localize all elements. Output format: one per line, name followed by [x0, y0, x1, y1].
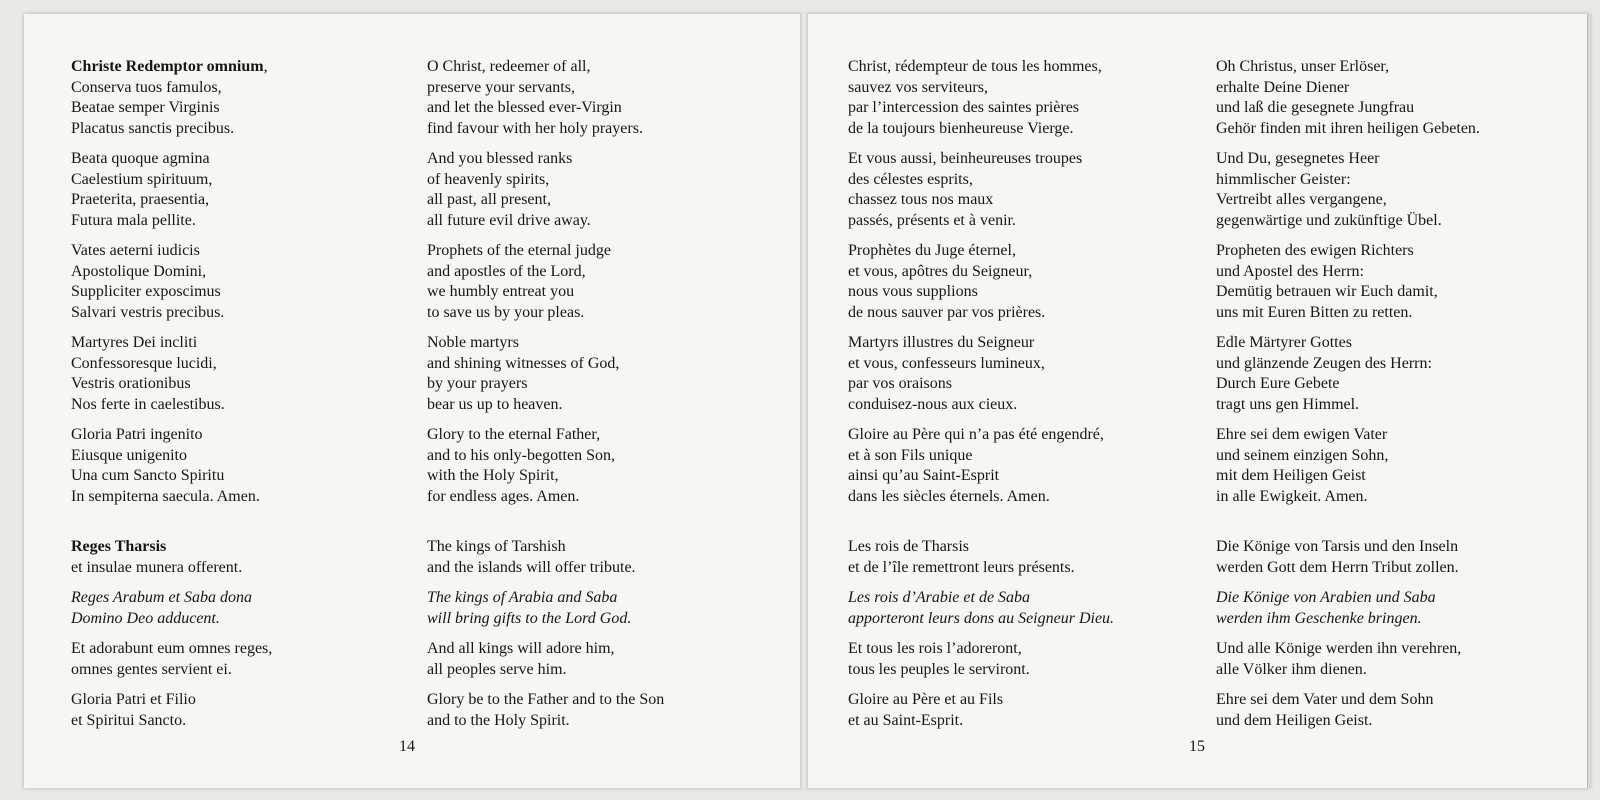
verse-line: Prophètes du Juge éternel,: [848, 242, 1016, 259]
verse-line: Demütig betrauen wir Euch damit,: [1216, 283, 1438, 300]
verse-line: Nos ferte in caelestibus.: [71, 395, 225, 413]
verse-line: omnes gentes servient ei.: [71, 660, 232, 678]
verse-line-italic: Domino Deo adducent.: [71, 609, 220, 627]
verse-line: Caelestium spirituum,: [71, 170, 213, 188]
verse-line: to save us by your pleas.: [427, 303, 585, 321]
verse-line: with the Holy Spirit,: [427, 467, 559, 484]
latin-antiphon-title: Reges Tharsis: [71, 538, 167, 555]
verse-line: und Apostel des Herrn:: [1216, 262, 1364, 280]
verse-line: erhalte Deine Diener: [1216, 78, 1350, 96]
verse-line: de la toujours bienheureuse Vierge.: [848, 119, 1074, 137]
verse-line-italic: will bring gifts to the Lord God.: [427, 609, 632, 627]
verse-line: Und alle Könige werden ihn verehren,: [1216, 640, 1462, 657]
latin-hymn-title: Christe Redemptor omnium: [71, 58, 264, 75]
verse-line: Martyrs illustres du Seigneur: [848, 334, 1035, 351]
verse-line: Prophets of the eternal judge: [427, 242, 611, 259]
verse-line: for endless ages. Amen.: [427, 487, 580, 505]
german-stanza: [1216, 149, 1576, 231]
verse-line: Salvari vestris precibus.: [71, 303, 225, 321]
verse-line: Edle Märtyrer Gottes: [1216, 334, 1352, 351]
verse-line: Glory be to the Father and to the Son: [427, 691, 665, 708]
verse-line: conduisez-nous aux cieux.: [848, 395, 1018, 413]
verse-line: Christ, rédempteur de tous les hommes,: [848, 58, 1102, 75]
verse-line: dans les siècles éternels. Amen.: [848, 487, 1050, 505]
verse-line: in alle Ewigkeit. Amen.: [1216, 487, 1368, 505]
verse-line: uns mit Euren Bitten zu retten.: [1216, 303, 1413, 321]
verse-line: tragt uns gen Himmel.: [1216, 395, 1360, 413]
english-stanza: [427, 425, 787, 507]
french-stanza: [848, 639, 1208, 680]
verse-line: Confessoresque lucidi,: [71, 354, 217, 372]
latin-stanza: [71, 537, 431, 578]
latin-stanza: [71, 241, 431, 323]
german-stanza: [1216, 537, 1576, 578]
verse-line: chassez tous nos maux: [848, 191, 994, 208]
verse-line: Apostolique Domini,: [71, 262, 207, 280]
verse-line: Et adorabunt eum omnes reges,: [71, 640, 273, 657]
verse-line: Vates aeterni iudicis: [71, 242, 200, 259]
verse-line: et à son Fils unique: [848, 446, 973, 464]
german-stanza: [1216, 425, 1576, 507]
french-stanza: [848, 241, 1208, 323]
verse-line: des célestes esprits,: [848, 170, 973, 188]
verse-line: of heavenly spirits,: [427, 170, 550, 188]
verse-line: all peoples serve him.: [427, 660, 567, 678]
french-stanza: [848, 690, 1208, 731]
english-stanza: [427, 588, 787, 629]
english-column: [427, 57, 787, 741]
verse-line: O Christ, redeemer of all,: [427, 58, 591, 75]
verse-line: und laß die gesegnete Jungfrau: [1216, 99, 1415, 116]
verse-line: et vous, confesseurs lumineux,: [848, 354, 1045, 372]
verse-line: und seinem einzigen Sohn,: [1216, 446, 1389, 464]
verse-line-italic: Die Könige von Arabien und Saba: [1216, 589, 1436, 606]
latin-stanza: [71, 149, 431, 231]
english-stanza: [427, 241, 787, 323]
verse-line: Oh Christus, unser Erlöser,: [1216, 58, 1390, 75]
german-stanza: [1216, 57, 1576, 139]
page-number-right: 15: [1189, 738, 1205, 755]
verse-line: Praeterita, praesentia,: [71, 191, 210, 208]
verse-line: und glänzende Zeugen des Herrn:: [1216, 354, 1432, 372]
latin-stanza: [71, 425, 431, 507]
verse-line: Suppliciter exposcimus: [71, 283, 221, 300]
german-stanza: [1216, 639, 1576, 680]
verse-line: Una cum Sancto Spiritu: [71, 467, 225, 484]
latin-stanza: [71, 333, 431, 415]
verse-line: And you blessed ranks: [427, 150, 573, 167]
page-edge: [1587, 14, 1592, 788]
french-stanza: [848, 537, 1208, 578]
latin-column: [71, 57, 431, 741]
german-column: [1216, 57, 1576, 741]
verse-line: ainsi qu’au Saint-Esprit: [848, 467, 1000, 484]
verse-line-italic: werden ihm Geschenke bringen.: [1216, 609, 1422, 627]
verse-line: Gehör finden mit ihren heiligen Gebeten.: [1216, 119, 1480, 137]
verse-line: Propheten des ewigen Richters: [1216, 242, 1414, 259]
verse-line: et de l’île remettront leurs présents.: [848, 558, 1075, 576]
verse-line: et vous, apôtres du Seigneur,: [848, 262, 1033, 280]
verse-line: Les rois de Tharsis: [848, 538, 970, 555]
verse-line: Et tous les rois l’adoreront,: [848, 640, 1022, 657]
verse-line: et insulae munera offerent.: [71, 558, 243, 576]
verse-line: himmlischer Geister:: [1216, 170, 1351, 188]
verse-line: Ehre sei dem Vater und dem Sohn: [1216, 691, 1434, 708]
verse-line: Durch Eure Gebete: [1216, 375, 1340, 392]
verse-line: and the islands will offer tribute.: [427, 558, 636, 576]
verse-line-italic: Les rois d’Arabie et de Saba: [848, 589, 1031, 606]
verse-line: Und Du, gesegnetes Heer: [1216, 150, 1380, 167]
verse-line: Futura mala pellite.: [71, 211, 196, 229]
verse-line: par l’intercession des saintes prières: [848, 99, 1080, 116]
verse-line: and to his only-begotten Son,: [427, 446, 615, 464]
verse-line-italic: Reges Arabum et Saba dona: [71, 589, 253, 606]
verse-line: In sempiterna saecula. Amen.: [71, 487, 260, 505]
verse-line: we humbly entreat you: [427, 283, 575, 300]
english-stanza: [427, 57, 787, 139]
latin-stanza: [71, 588, 431, 629]
verse-line: all past, all present,: [427, 191, 551, 208]
french-stanza: [848, 149, 1208, 231]
verse-line: and apostles of the Lord,: [427, 262, 586, 280]
verse-line: Beatae semper Virginis: [71, 99, 220, 116]
verse-line: Glory to the eternal Father,: [427, 426, 601, 443]
french-stanza: [848, 588, 1208, 629]
verse-line: werden Gott dem Herrn Tribut zollen.: [1216, 558, 1459, 576]
verse-line: Placatus sanctis precibus.: [71, 119, 235, 137]
verse-line: Die Könige von Tarsis und den Inseln: [1216, 538, 1459, 555]
french-stanza: [848, 425, 1208, 507]
french-column: [848, 57, 1208, 741]
verse-line: Gloire au Père qui n’a pas été engendré,: [848, 426, 1104, 443]
verse-line-italic: apporteront leurs dons au Seigneur Dieu.: [848, 609, 1115, 627]
verse-line: The kings of Tarshish: [427, 538, 566, 555]
english-stanza: [427, 149, 787, 231]
verse-line: Gloria Patri ingenito: [71, 426, 203, 443]
verse-line: und dem Heiligen Geist.: [1216, 711, 1373, 729]
verse-line: Ehre sei dem ewigen Vater: [1216, 426, 1388, 443]
latin-stanza: [71, 639, 431, 680]
verse-line: Vestris orationibus: [71, 375, 191, 392]
verse-line: and shining witnesses of God,: [427, 354, 620, 372]
verse-line: sauvez vos serviteurs,: [848, 78, 988, 96]
verse-line: Noble martyrs: [427, 334, 519, 351]
german-stanza: [1216, 241, 1576, 323]
verse-line: gegenwärtige und zukünftige Übel.: [1216, 211, 1442, 229]
verse-line: bear us up to heaven.: [427, 395, 563, 413]
latin-stanza: [71, 57, 431, 139]
english-stanza: [427, 690, 787, 731]
verse-line: et au Saint-Esprit.: [848, 711, 964, 729]
verse-line: Conserva tuos famulos,: [71, 78, 222, 96]
english-stanza: [427, 639, 787, 680]
verse-line: nous vous supplions: [848, 283, 978, 300]
verse-line: and to the Holy Spirit.: [427, 711, 570, 729]
english-stanza: [427, 537, 787, 578]
french-stanza: [848, 333, 1208, 415]
verse-line: et Spiritui Sancto.: [71, 711, 187, 729]
german-stanza: [1216, 690, 1576, 731]
verse-line: Martyres Dei incliti: [71, 334, 198, 351]
latin-hymn-title-punct: ,: [263, 58, 268, 75]
verse-line-italic: The kings of Arabia and Saba: [427, 589, 618, 606]
verse-line: par vos oraisons: [848, 375, 952, 392]
verse-line: Eiusque unigenito: [71, 446, 187, 464]
verse-line: Beata quoque agmina: [71, 150, 210, 167]
verse-line: and let the blessed ever-Virgin: [427, 99, 622, 116]
german-stanza: [1216, 333, 1576, 415]
verse-line: all future evil drive away.: [427, 211, 591, 229]
french-stanza: [848, 57, 1208, 139]
german-stanza: [1216, 588, 1576, 629]
latin-hymn-title-line: [71, 57, 431, 78]
english-stanza: [427, 333, 787, 415]
verse-line: Et vous aussi, beinheureuses troupes: [848, 150, 1083, 167]
verse-line: by your prayers: [427, 375, 528, 392]
verse-line: preserve your servants,: [427, 78, 575, 96]
verse-line: find favour with her holy prayers.: [427, 119, 643, 137]
latin-stanza: [71, 690, 431, 731]
verse-line: de nous sauver par vos prières.: [848, 303, 1046, 321]
book-gutter: [800, 14, 808, 788]
page-number-left: 14: [399, 738, 415, 755]
verse-line: Gloire au Père et au Fils: [848, 691, 1004, 708]
verse-line: alle Völker ihm dienen.: [1216, 660, 1367, 678]
verse-line: passés, présents et à venir.: [848, 211, 1016, 229]
verse-line: Gloria Patri et Filio: [71, 691, 196, 708]
verse-line: tous les peuples le serviront.: [848, 660, 1030, 678]
verse-line: mit dem Heiligen Geist: [1216, 467, 1366, 484]
verse-line: Vertreibt alles vergangene,: [1216, 191, 1387, 208]
verse-line: And all kings will adore him,: [427, 640, 615, 657]
